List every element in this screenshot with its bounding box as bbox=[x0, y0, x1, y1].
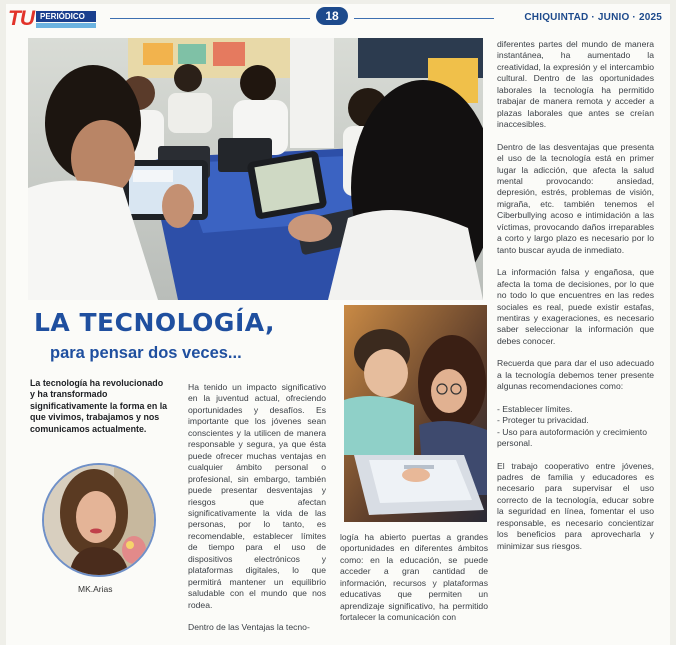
header-rule-left bbox=[110, 18, 310, 19]
body-column-1 bbox=[188, 382, 326, 634]
dateline: CHIQUINTAD · JUNIO · 2025 bbox=[524, 12, 662, 23]
article-lead: La tecnología ha revolucionado y ha transformado significativamente la forma en la que vivimos, trabajamos y nos comunicamos actualmente. bbox=[30, 378, 168, 434]
list-item: - Establecer límites. bbox=[497, 403, 573, 414]
newspaper-page bbox=[6, 4, 670, 645]
body-paragraph: Ha tenido un impacto significativo en la juventud actual, ofreciendo oportunidades y desafíos. Es importante que los jóvenes sean conscientes y la utilicen de manera responsable y segura, ya que ésta puede ofrecer muchas ventajas en cualquier ámbito personal o profesional, sin embargo, también puede presentar desventajas y riesgos que afectan significativamente la vida de las personas, por lo tanto, es recomendable, establecer límites de tiempo para el uso de dispositivos electrónicos y plataformas digitales, lo que permitirá mantener un equilibrio saludable con el mundo que nos rodea. bbox=[188, 382, 326, 610]
author-avatar bbox=[44, 465, 154, 575]
list-item: - Proteger tu privacidad. bbox=[497, 415, 589, 426]
header-rule-right bbox=[354, 18, 494, 19]
logo-sub: PERIÓDICO bbox=[36, 11, 96, 22]
body-paragraph: Recuerda que para dar el uso adecuado a la tecnología debemos tener presente algunas recomendaciones como: bbox=[497, 358, 654, 392]
body-column-3 bbox=[497, 39, 654, 563]
body-paragraph: diferentes partes del mundo de manera instantánea, ha aumentado la creatividad, la expresión y el intercambio cultural. Dentro de las oportunidades laborales la tecnología ha permitido trabajar de manera remota y acceder a plazas laborales que antes se creían inaccesibles. bbox=[497, 39, 654, 130]
recommendation-list bbox=[497, 404, 654, 450]
list-item: - Uso para autoformación y crecimiento personal. bbox=[497, 426, 647, 449]
kids-laptop-image bbox=[344, 305, 487, 522]
newspaper-logo bbox=[8, 8, 96, 30]
body-paragraph: La información falsa y engañosa, que afecta la toma de decisiones, por lo que no todo lo que encuentres en las redes sociales es real, puede existir estafas, mentiras y exageraciones, es necesario saber seleccionar la información que debes conocer. bbox=[497, 267, 654, 346]
body-paragraph: Dentro de las desventajas que presenta el uso de la tecnología está en primer lugar la adicción, que afecta la salud mental provocando: ansiedad, depresión, estrés, problemas de visión, migraña, etc. también tenemos el Ciberbullying acoso e intimidación a las víctimas, provocando daños irreparables a corto y largo plazo es necesario por lo tanto buscar ayuda de inmediato. bbox=[497, 141, 654, 255]
body-paragraph: logía ha abierto puertas a grandes oportunidades en diferentes ámbitos como: en la educación, se puede acceder a gran cantidad de información, recursos y plataformas educativas que permiten un aprendizaje significativo, ha permitido fortalecer la comunicación con bbox=[340, 532, 488, 623]
body-paragraph: Dentro de las Ventajas la tecno- bbox=[188, 622, 310, 633]
article-title: LA TECNOLOGÍA, bbox=[34, 308, 276, 337]
page-number: 18 bbox=[316, 7, 348, 25]
article-subtitle: para pensar dos veces... bbox=[50, 344, 242, 362]
kids-laptop-photo bbox=[344, 305, 487, 522]
logo-main: TU bbox=[8, 7, 34, 30]
body-column-2 bbox=[340, 532, 488, 624]
body-paragraph: El trabajo cooperativo entre jóvenes, padres de familia y educadores es necesario para supervisar el uso correcto de la tecnología, educar sobre la seguridad en línea, fomentar el uso responsable, es necesario concientizar los beneficios para aprovecharla y minimizar sus riesgos. bbox=[497, 460, 654, 551]
classroom-photo-image bbox=[28, 38, 483, 300]
page-header bbox=[6, 4, 670, 32]
author-photo bbox=[42, 463, 156, 577]
classroom-photo bbox=[28, 38, 483, 300]
author-name: MK.Arias bbox=[78, 584, 113, 594]
